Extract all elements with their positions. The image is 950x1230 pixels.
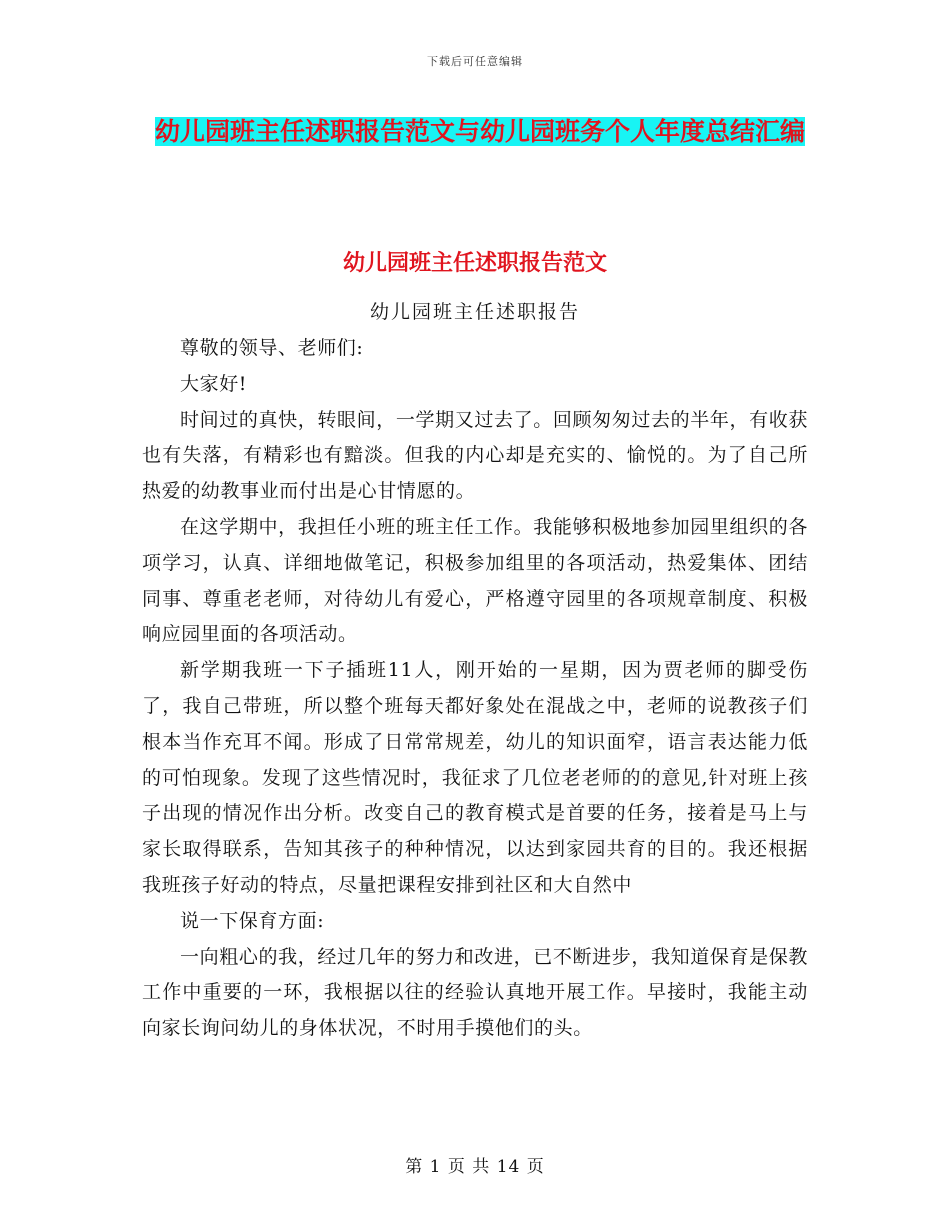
section-title: 幼儿园班主任述职报告范文 — [342, 251, 607, 276]
header-note: 下载后可任意编辑 — [427, 55, 523, 68]
document-title-text: 幼儿园班主任述职报告范文与幼儿园班务个人年度总结汇编 — [154, 117, 805, 146]
page-footer: 第 1 页 共 14 页 — [405, 1157, 545, 1177]
paragraph-greeting: 尊敬的领导、老师们: — [180, 337, 364, 359]
report-subtitle: 幼儿园班主任述职报告 — [369, 301, 580, 323]
paragraph-new-semester: 新学期我班一下子插班11人，刚开始的一星期，因为贾老师的脚受伤了，我自己带班，所以整个班每天都好象处在混战之中，老师的说教孩子们根本当作充耳不闻。形成了日常常规差，幼儿的知识面窄，语言表达能力低的可怕现象。发现了这些情况时，我征求了几位老老师的的意见,针对班上孩子出现的情况作出分析。改变自己的教育模式是首要的任务，接着是马上与家长取得联系，告知其孩子的种种情况，以达到家园共育的目的。我还根据我班孩子好动的特点，尽量把课程安排到社区和大自然中 — [142, 659, 808, 896]
paragraph-care: 一向粗心的我，经过几年的努力和改进，已不断进步，我知道保育是保教工作中重要的一环，我根据以往的经验认真地开展工作。早接时，我能主动向家长询问幼儿的身体状况，不时用手摸他们的头。 — [142, 945, 808, 1040]
document-body — [142, 331, 808, 1047]
paragraph-care-heading: 说一下保育方面: — [180, 909, 325, 932]
document-title — [140, 108, 820, 156]
paragraph-intro: 时间过的真快，转眼间，一学期又过去了。回顾匆匆过去的半年，有收获也有失落，有精彩也有黯淡。但我的内心却是充实的、愉悦的。为了自己所热爱的幼教事业而付出是心甘情愿的。 — [142, 408, 808, 503]
paragraph-duties: 在这学期中，我担任小班的班主任工作。我能够积极地参加园里组织的各项学习，认真、详细地做笔记，积极参加组里的各项活动，热爱集体、团结同事、尊重老老师，对待幼儿有爱心，严格遵守园里的各项规章制度、积极响应园里面的各项活动。 — [142, 515, 808, 646]
paragraph-hello: 大家好! — [180, 372, 248, 395]
